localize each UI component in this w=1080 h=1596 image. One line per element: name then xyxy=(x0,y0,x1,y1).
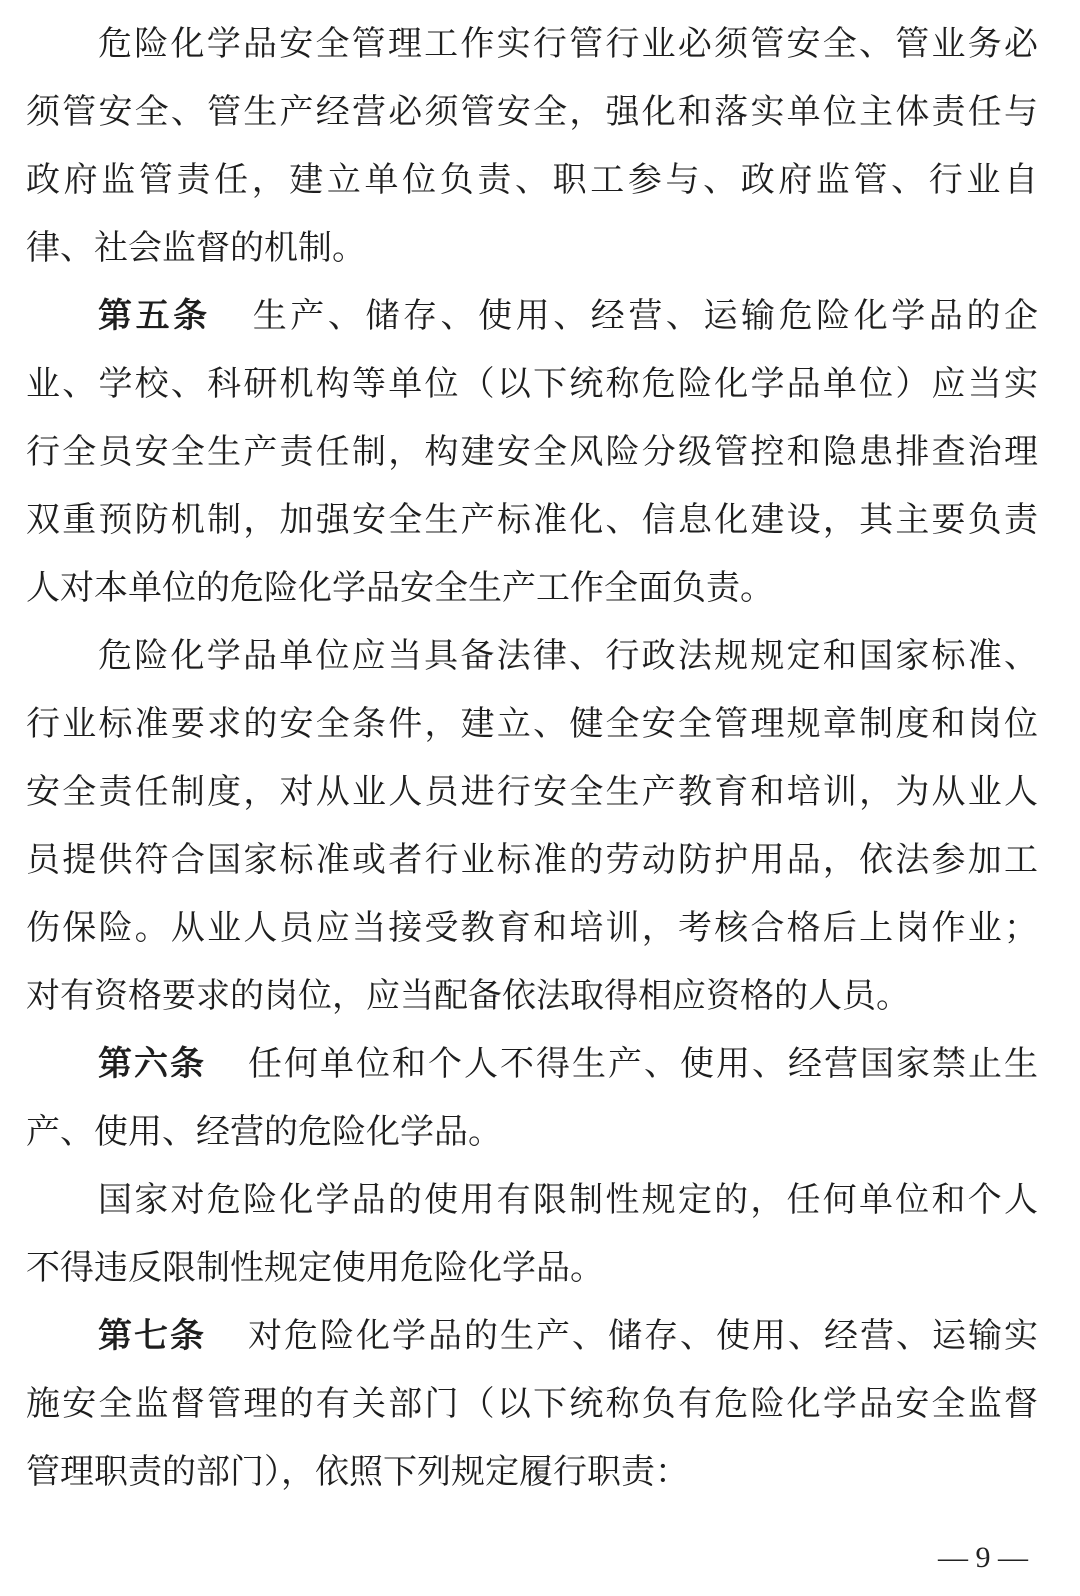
text-line: 业、学校、科研机构等单位（以下统称危险化学品单位）应当实 xyxy=(26,364,1038,404)
article-label: 第六条 xyxy=(98,1044,206,1084)
text-line: 政府监管责任，建立单位负责、职工参与、政府监管、行业自 xyxy=(26,160,1038,200)
article-first-line xyxy=(98,1036,1038,1092)
text-line: 管理职责的部门），依照下列规定履行职责： xyxy=(26,1452,689,1492)
text-line: 不得违反限制性规定使用危险化学品。 xyxy=(26,1248,604,1288)
text-line: 生产、储存、使用、经营、运输危险化学品的企 xyxy=(252,296,1039,336)
text-line: 人对本单位的危险化学品安全生产工作全面负责。 xyxy=(26,568,774,608)
text-line: 任何单位和个人不得生产、使用、经营国家禁止生 xyxy=(248,1044,1038,1084)
text-line: 行业标准要求的安全条件，建立、健全安全管理规章制度和岗位 xyxy=(26,704,1038,744)
text-line: 对有资格要求的岗位，应当配备依法取得相应资格的人员。 xyxy=(26,976,910,1016)
text-line: 伤保险。从业人员应当接受教育和培训，考核合格后上岗作业； xyxy=(26,908,1038,948)
text-line: 危险化学品安全管理工作实行管行业必须管安全、管业务必 xyxy=(98,24,1038,64)
text-line: 行全员安全生产责任制，构建安全风险分级管控和隐患排查治理 xyxy=(26,432,1038,472)
text-line: 安全责任制度，对从业人员进行安全生产教育和培训，为从业人 xyxy=(26,772,1038,812)
text-line: 对危险化学品的生产、储存、使用、经营、运输实 xyxy=(248,1316,1038,1356)
text-line: 危险化学品单位应当具备法律、行政法规规定和国家标准、 xyxy=(98,636,1038,676)
text-line: 律、社会监督的机制。 xyxy=(26,228,366,268)
text-line: 产、使用、经营的危险化学品。 xyxy=(26,1112,502,1152)
text-line: 须管安全、管生产经营必须管安全，强化和落实单位主体责任与 xyxy=(26,92,1038,132)
article-first-line xyxy=(98,1308,1038,1364)
text-line: 国家对危险化学品的使用有限制性规定的，任何单位和个人 xyxy=(98,1180,1038,1220)
text-line: 施安全监督管理的有关部门（以下统称负有危险化学品安全监督 xyxy=(26,1384,1038,1424)
text-line: 员提供符合国家标准或者行业标准的劳动防护用品，依法参加工 xyxy=(26,840,1038,880)
text-line: 双重预防机制，加强安全生产标准化、信息化建设，其主要负责 xyxy=(26,500,1038,540)
article-label: 第七条 xyxy=(98,1316,206,1356)
article-label: 第五条 xyxy=(98,296,211,336)
page-number: — 9 — xyxy=(938,1541,1028,1574)
article-first-line xyxy=(98,288,1038,344)
